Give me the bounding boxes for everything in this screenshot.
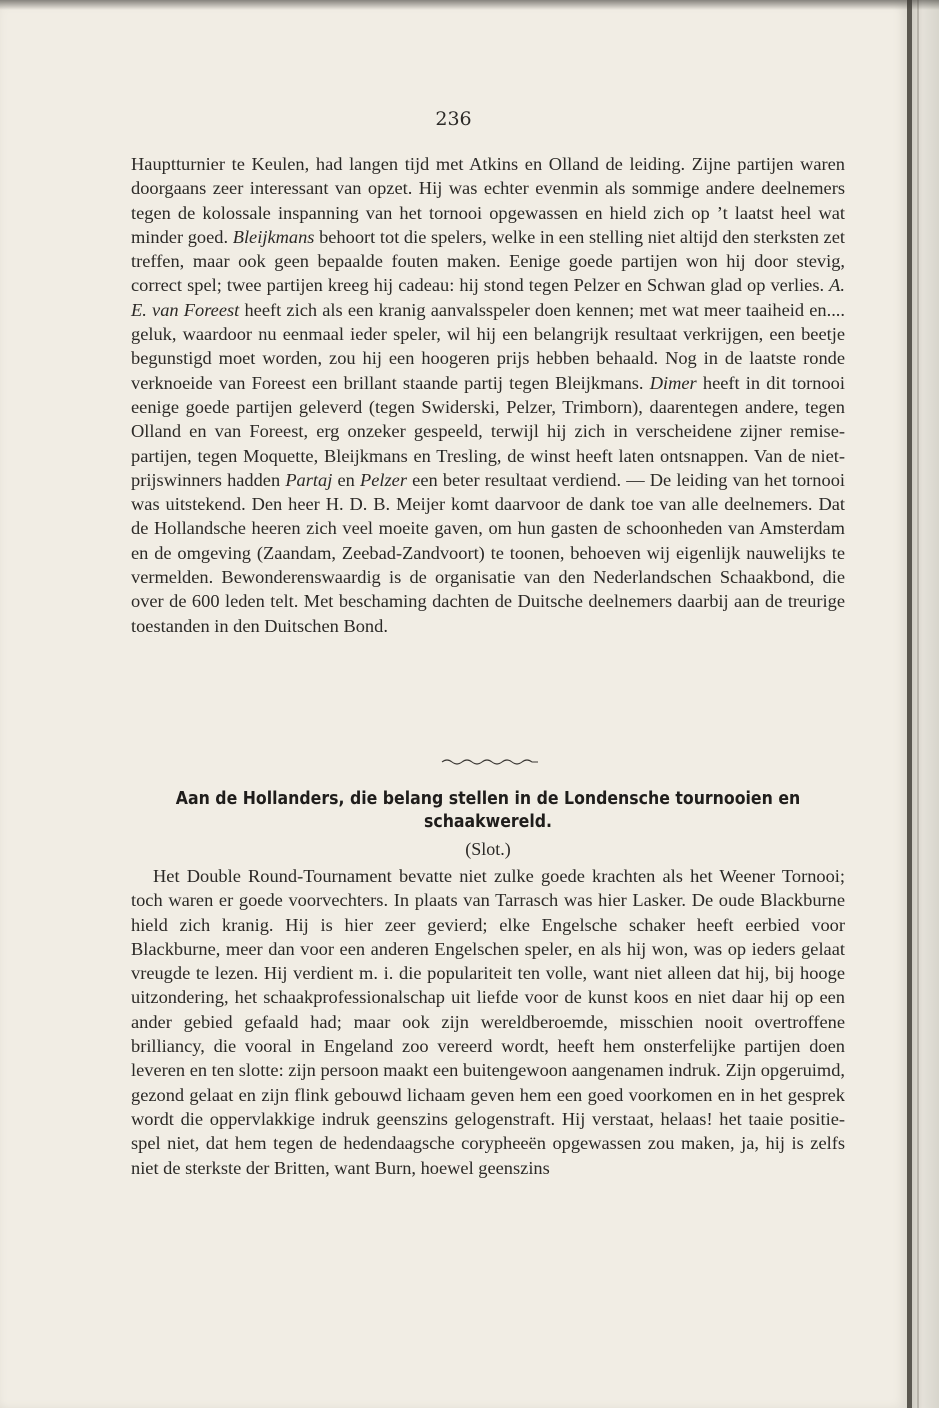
text-segment: behoort tot die spelers, welke in een stelling niet altijd den sterksten zet treffen, maar ook geen bepaalde fouten maken. Eenige goede partijen won hij door stevig, correct spel; twee partijen kreeg hij cadeau: hij stond tegen Pelzer en Schwan glad op verlies.: [131, 226, 845, 296]
text-segment: heeft in dit tornooi eenige goede partijen geleverd (tegen Swiderski, Pelzer, Trimborn), daarentegen andere, tegen Olland en van Foreest, erg onzeker gespeeld, terwijl hij zich in verscheidene zijner remise-partijen, tegen Moquette, Bleijkmans en Tresling, de winst heeft laten ontsnappen. Van de niet-prijswinners hadden: [131, 372, 845, 490]
text-segment: Hauptturnier te Keulen, had langen tijd met Atkins en Olland de leiding. Zijne partijen waren doorgaans zeer interessant van opzet. Hij was echter evenmin als sommige andere deelnemers tegen de kolossale inspanning van het tornooi opgewassen en hield zich op ’t laatst heel wat minder goed.: [131, 154, 845, 247]
text-segment: een beter resultaat verdiend. — De leiding van het tornooi was uitstekend. Den heer H. D. B. Meijer komt daarvoor de dank toe van alle deelnemers. Dat de Hollandsche heeren zich veel moeite gaven, om hun gasten de schoonheden van Amsterdam en de omgeving (Zaandam, Zeebad-Zandvoort) te toonen, behoeven wij eigenlijk nauwelijks te vermelden. Bewonderenswaardig is de organisatie van den Nederlandschen Schaakbond, die over de 600 leden telt. Met beschaming dachten de Duitsche deelnemers daarbij aan de treurige toestanden in den Duitschen Bond.: [131, 469, 845, 636]
section-subtitle: (Slot.): [465, 839, 511, 859]
paragraph-london-tournament: Het Double Round-Tournament bevatte niet zulke goede krachten als het Weener Tornooi; toch waren er goede voorvechters. In plaats van Tarrasch was hier Lasker. De oude Blackburne hield zich kranig. Hij is hier zeer gevierd; elke Engelsche schaker heeft eerbied voor Blackburne, meer dan voor een anderen Engelschen speler, en als hij won, was op ieders gelaat vreugde te lezen. Hij verdient m. i. die populariteit ten volle, want niet alleen dat hij, bij hooge uitzondering, het schaakprofessionalschap uit liefde voor de kunst koos en niet daar hij op een ander gebied gefaald had; maar ook zijn wereldberoemde, misschien nooit overtroffene brilliancy, die vooral in Engeland zoo vereerd wordt, heeft hem onsterfelijke partijen doen leveren en ten slotte: zijn persoon maakt een buitengewoon aangenamen indruk. Zijn opgeruimd, gezond gelaat en zijn flink gebouwd lichaam geven hem een goed voorkomen en in het gesprek wordt die oppervlakkige indruk geenszins gelogenstraft. Hij verstaat, helaas! het taaie positie-spel niet, dat hem tegen de hedendaagsche corypheeën opgewassen zou maken, ja, hij is zelfs niet de sterkste der Britten, want Burn, hoewel geenszins: [131, 866, 845, 1178]
page-edge-line: [917, 0, 919, 1408]
player-name: Dimer: [649, 372, 697, 393]
ornamental-divider: [440, 757, 540, 767]
player-name: A. E. van Foreest: [131, 275, 846, 320]
player-name: Bleijkmans: [232, 226, 315, 247]
text-segment: heeft zich als een kranig aanvalsspeler doen kennen; met wat meer taaiheid en.... geluk, waardoor nu eenmaal ieder speler, wil hij een belangrijk resultaat verkrijgen, een beetje begunstigd moet worden, zou hij een hoogeren prijs hebben behaald. Nog in de laatste ronde verknoeide van Foreest een brillant staande partij tegen Bleijkmans.: [131, 299, 845, 393]
section-heading: Aan de Hollanders, die belang stellen in de Londensche tournooien en schaakwereld.: [175, 789, 801, 832]
text-segment: en: [337, 469, 355, 490]
paragraph-tournament-review: [131, 152, 845, 638]
player-name: Partaj: [285, 469, 333, 490]
scan-top-shadow: [0, 0, 939, 10]
player-name: Pelzer: [360, 469, 407, 490]
page-number: 236: [435, 108, 472, 130]
